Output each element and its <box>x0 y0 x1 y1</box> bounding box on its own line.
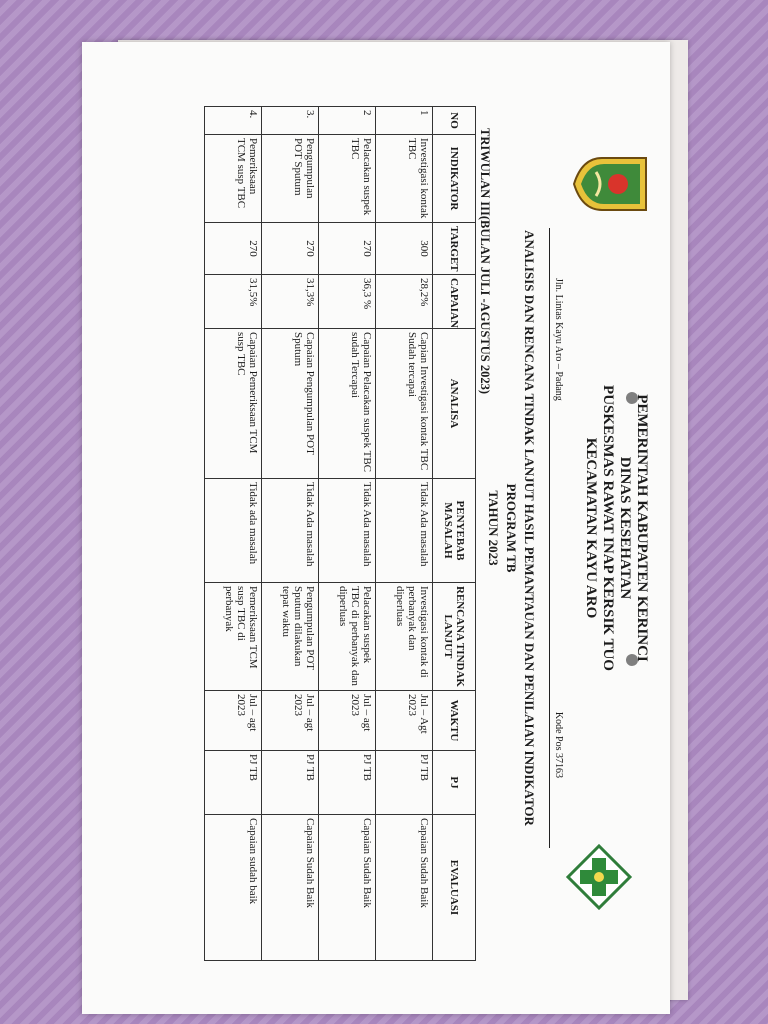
cell-indikator: Pengumpulan POT Sputum <box>262 135 319 223</box>
title-year: TAHUN 2023 <box>486 490 501 566</box>
table-row <box>319 107 376 961</box>
cell-pj: PJ TB <box>319 751 376 815</box>
cell-penyebab: Tidak Ada masalah <box>262 479 319 583</box>
letterhead-address-row <box>553 278 564 778</box>
table-header-row <box>433 107 476 961</box>
header-analisa: ANALISA <box>433 329 476 479</box>
letterhead-line: PUSKESMAS RAWAT INAP KERSIK TUO <box>600 385 616 671</box>
letterhead-divider <box>549 228 550 848</box>
letterhead-line: DINAS KESEHATAN <box>617 456 633 600</box>
header-waktu: WAKTU <box>433 691 476 751</box>
letterhead-line: KECAMATAN KAYU ARO <box>583 437 599 619</box>
title-line: ANALISIS DAN RENCANA TINDAK LANJUT HASIL PEMANTAUAN DAN PENILAIAN INDIKATOR PROGRAM TB <box>504 230 537 826</box>
header-capaian: CAPAIAN <box>433 275 476 329</box>
cell-analisa: Capaian Pemeriksaan TCM susp TBC <box>205 329 262 479</box>
cell-waktu: Jul – agt 2023 <box>205 691 262 751</box>
cell-rtl: Pelacakan suspek TBC di perbanyak dan diperluas <box>319 583 376 691</box>
table-row <box>262 107 319 961</box>
cell-target: 300 <box>376 223 433 275</box>
cell-pj: PJ TB <box>376 751 433 815</box>
cell-pj: PJ TB <box>262 751 319 815</box>
cell-evaluasi: Capaian sudah baik <box>205 815 262 961</box>
postal-code-text: Kode Pos 37163 <box>553 711 564 778</box>
cell-no: 1 <box>376 107 433 135</box>
cell-no: 2 <box>319 107 376 135</box>
cell-indikator: Pemeriksaan TCM susp TBC <box>205 135 262 223</box>
indicator-table <box>204 106 476 961</box>
header-pj: PJ <box>433 751 476 815</box>
cell-capaian: 31,5% <box>205 275 262 329</box>
table-row <box>205 107 262 961</box>
cell-penyebab: Tidak Ada masalah <box>376 479 433 583</box>
cell-evaluasi: Capaian Sudah Baik <box>262 815 319 961</box>
cell-penyebab: Tidak ada masalah <box>205 479 262 583</box>
letterhead-text <box>582 288 650 768</box>
cell-waktu: Jul – agt 2023 <box>319 691 376 751</box>
cell-target: 270 <box>262 223 319 275</box>
header-target: TARGET <box>433 223 476 275</box>
header-evaluasi: EVALUASI <box>433 815 476 961</box>
cell-capaian: 36,3 % <box>319 275 376 329</box>
header-rtl: RENCANA TINDAK LANJUT <box>433 583 476 691</box>
letterhead-line: PEMERINTAH KABUPATEN KERINCI <box>634 394 650 662</box>
cell-no: 3. <box>262 107 319 135</box>
table-row <box>376 107 433 961</box>
cell-analisa: Capaian Pelacakan suspek TBC sudah Tercapai <box>319 329 376 479</box>
cell-indikator: Investigasi kontak TBC <box>376 135 433 223</box>
document-page <box>82 42 670 1014</box>
cell-waktu: Jul – Agt 2023 <box>376 691 433 751</box>
cell-penyebab: Tidak Ada masalah <box>319 479 376 583</box>
document-title <box>484 208 538 848</box>
rotated-document-content <box>86 88 666 968</box>
header-no: NO <box>433 107 476 135</box>
cell-evaluasi: Capaian Sudah Baik <box>319 815 376 961</box>
cell-indikator: Pelacakan suspek TBC <box>319 135 376 223</box>
cell-evaluasi: Capaian Sudah Baik <box>376 815 433 961</box>
header-indikator: INDIKATOR <box>433 135 476 223</box>
cell-capaian: 31,3% <box>262 275 319 329</box>
cell-waktu: Jul – agt 2023 <box>262 691 319 751</box>
cell-analisa: Capaian Pengumpulan POT Sputum <box>262 329 319 479</box>
period-label: TRIWULAN III(BULAN JULI -AGUSTUS 2023) <box>478 128 492 395</box>
cell-pj: PJ TB <box>205 751 262 815</box>
cell-target: 270 <box>205 223 262 275</box>
cell-rtl: Investigasi kontak di perbanyak dan diperluas <box>376 583 433 691</box>
address-text: Jln. Lintas Kayu Aro – Padang <box>553 278 564 401</box>
kerinci-regency-logo-icon <box>572 152 652 216</box>
cell-rtl: Pengumpulan POT Sputum dilakukan tepat waktu <box>262 583 319 691</box>
puskesmas-logo-icon <box>566 844 632 910</box>
cell-no: 4. <box>205 107 262 135</box>
cell-capaian: 28,2% <box>376 275 433 329</box>
letterhead <box>516 88 666 968</box>
cell-rtl: Pemeriksaan TCM susp TBC di perbanyak <box>205 583 262 691</box>
header-penyebab: PENYEBAB MASALAH <box>433 479 476 583</box>
cell-analisa: Capian Investigasi kontak TBC Sudah tercapai <box>376 329 433 479</box>
cell-target: 270 <box>319 223 376 275</box>
